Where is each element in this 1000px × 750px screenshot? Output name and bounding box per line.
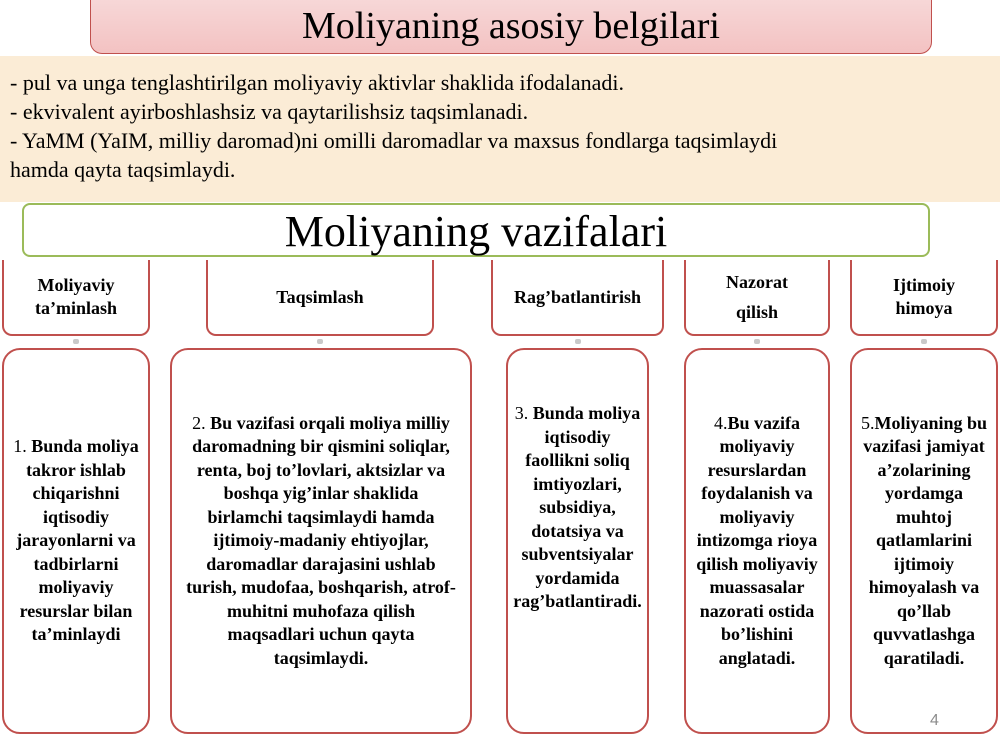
card-text: Moliyaning bu vazifasi jamiyat a’zolarining yordamga muhtoj qatlamlarini ijtimoiy himoyalash va qo’llab quvvatlashga qaratiladi. xyxy=(863,412,988,668)
card-number: 5. xyxy=(860,412,875,433)
function-header-control xyxy=(684,260,830,336)
feature-line: - YaMM (YaIM, milliy daromad)ni omilli daromadlar va maxsus fondlarga taqsimlaydi xyxy=(10,128,778,153)
connector-dot xyxy=(921,339,927,344)
card-number: 1. xyxy=(13,436,27,457)
header-line: Taqsimlash xyxy=(276,286,364,307)
function-header-financing xyxy=(2,260,150,336)
header-line: ta’minlash xyxy=(34,298,117,318)
feature-line: hamda qayta taqsimlaydi. xyxy=(10,157,236,182)
function-header-social-protection xyxy=(850,260,998,336)
header-line: Rag’batlantirish xyxy=(513,286,641,307)
header-line: himoya xyxy=(895,298,953,318)
connector-dot xyxy=(754,339,760,344)
card-number: 4. xyxy=(713,412,728,433)
function-header-distribution xyxy=(206,260,434,336)
function-card-distribution xyxy=(170,348,472,734)
feature-line: - ekvivalent ayirboshlashsiz va qaytarilishsiz taqsimlanadi. xyxy=(10,99,529,124)
header-line: Ijtimoiy xyxy=(893,275,955,295)
card-text: Bu vazifasi orqali moliya milliy daromadning bir qismini soliqlar, renta, boj to’lovlari, aktsizlar va boshqa yig’inlar shaklida birlamchi taqsimlaydi hamda ijtimoiy-madaniy ehtiyojlar, daromadlar darajasini ushlab turish, mudofaa, boshqarish, atrof-muhitni muhofaza qilish maqsadlari uchun qayta taqsimlaydi. xyxy=(186,412,456,668)
connector-dot xyxy=(317,339,323,344)
functions-title: Moliyaning vazifalari xyxy=(284,207,668,256)
function-card-stimulation xyxy=(506,348,649,734)
card-number: 3. xyxy=(514,403,529,423)
page-number: 4 xyxy=(930,712,939,729)
connector-dot xyxy=(575,339,581,344)
features-panel xyxy=(0,56,1000,202)
card-text: Bunda moliya takror ishlab chiqarishni iqtisodiy jarayonlarni va tadbirlarni moliyaviy resurslar bilan ta’minlaydi xyxy=(16,436,139,645)
function-card-social-protection xyxy=(850,348,998,734)
header-line: qilish xyxy=(735,302,778,322)
function-card-control xyxy=(684,348,830,734)
connector-dot xyxy=(73,339,79,344)
card-number: 2. xyxy=(192,412,206,433)
card-text: Bunda moliya iqtisodiy faollikni soliq imtiyozlari, subsidiya, dotatsiya va subventsiyalar yordamida rag’batlantiradi. xyxy=(513,403,642,611)
header-line: Nazorat xyxy=(726,272,788,292)
functions-banner xyxy=(22,203,930,257)
title-banner xyxy=(90,0,932,54)
header-line: Moliyaviy xyxy=(37,275,115,295)
feature-line: - pul va unga tenglashtirilgan moliyaviy aktivlar shaklida ifodalanadi. xyxy=(10,70,625,95)
slide-title: Moliyaning asosiy belgilari xyxy=(302,5,720,47)
function-header-stimulation xyxy=(491,260,664,336)
card-text: Bu vazifa moliyaviy resurslardan foydalanish va moliyaviy intizomga rioya qilish moliyaviy muassasalar nazorati ostida bo’lishini anglatadi. xyxy=(696,412,818,668)
function-card-financing xyxy=(2,348,150,734)
